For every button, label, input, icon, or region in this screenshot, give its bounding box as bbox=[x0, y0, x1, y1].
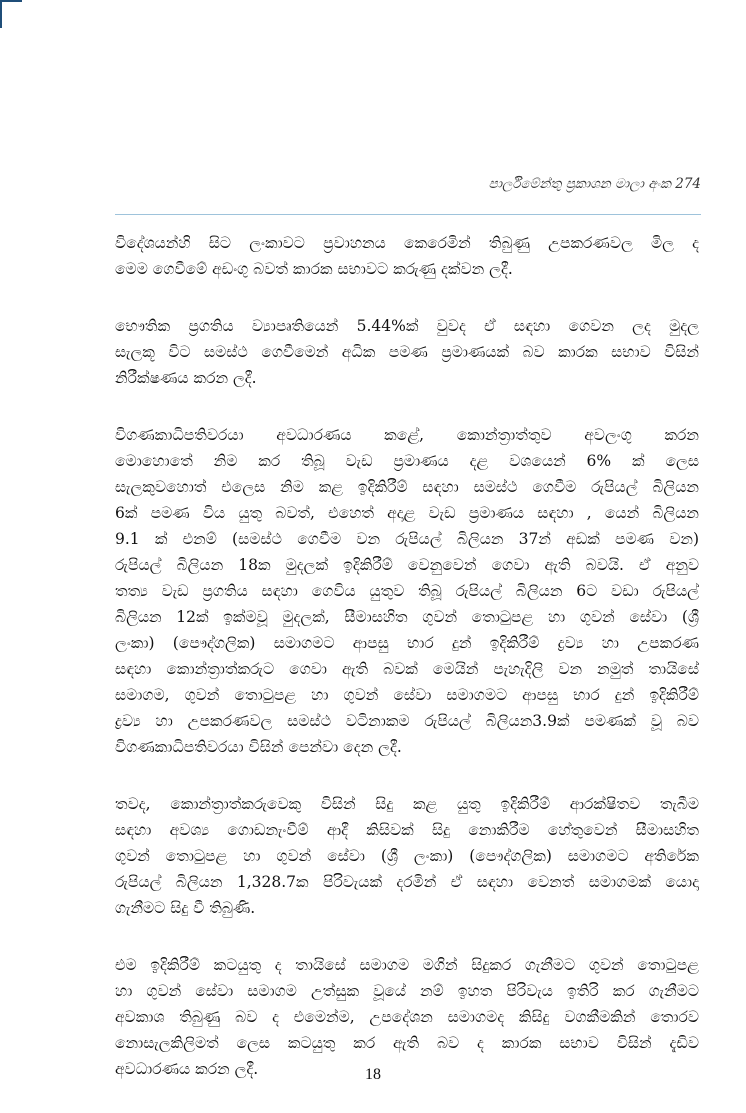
text-line: මෙම ගෙවීමේ අඩංගු බවත් කාරක සභාවට කරුණු දක්වන ලදී. bbox=[115, 260, 513, 278]
text-line: තත්‍ය වැඩ ප්‍රගතිය සඳහා ගෙවිය යුතුව තිබූ රුපියල් බිලියන 6ට වඩා රුපියල් bbox=[115, 582, 699, 600]
header-divider bbox=[115, 214, 701, 215]
text-line: 9.1 ක් එනම් (සමස්ථ ගෙවීම වන රුපියල් බිලියන 37න් අඩක් පමණ වන) bbox=[115, 530, 699, 548]
text-line: සඳහා කොන්ත්‍රාත්කරුට ගෙවා ඇති බවක් මෙයින් පැහැදිලි වන නමුත් තායිසේ bbox=[115, 660, 699, 678]
text-line: එම ඉදිකිරීම් කටයුතු ද තායිසේ සමාගම මගින් සිදුකර ගැනීමට ගුවන් තොටුපළ bbox=[115, 956, 699, 974]
text-line: ලංකා) (පෞද්ගලික) සමාගමට ආපසු භාර දුන් ඉදිකිරීම් ද්‍රව්‍ය හා උපකරණ bbox=[115, 634, 699, 652]
paragraph bbox=[115, 952, 699, 1082]
text-line: අවධාරණය කරන ලදී. bbox=[115, 1060, 259, 1078]
text-line: හා ගුවන් සේවා සමාගම උත්සුක වූයේ නම් ඉහත පිරිවැය ඉතිරි කර ගැනීමට bbox=[115, 982, 699, 1000]
text-line: 6ක් පමණ විය යුතු බවත්, එහෙත් අදාළ වැඩ ප්‍රමාණය සඳහා , යෙන් බිලියන bbox=[115, 504, 699, 522]
text-line: භෞතික ප්‍රගතිය ව්‍යාපෘතියෙන් 5.44%ක් වුවද ඒ සඳහා ගෙවන ලද මුදල bbox=[115, 317, 699, 335]
text-line: සඳහා අවශ්‍ය ගොඩනැංවීම් ආදී කිසිවක් සිදු නොකිරීම හේතුවෙන් සීමාසහිත bbox=[115, 821, 699, 839]
text-line: සැලකුවහොත් එලෙස නිම කළ ඉදිකිරීම් සඳහා සමස්ථ ගෙවීම රුපියල් බිලියන bbox=[115, 478, 699, 496]
text-line: රුපියල් බිලියන 18ක මුදලක් ඉදිකිරීම් වෙනුවෙන් ගෙවා ඇති බවයි. ඒ අනුව bbox=[115, 556, 699, 574]
text-line: නොසැලකිලිමත් ලෙස කටයුතු කර ඇති බව ද කාරක සභාව විසින් දැඩිව bbox=[115, 1034, 699, 1052]
page-corner-mark bbox=[0, 0, 22, 28]
text-line: ගැනීමට සිදු වී තිබුණි. bbox=[115, 899, 256, 917]
text-line: තවද, කොන්ත්‍රාත්කරුවෙකු විසින් සිදු කළ යුතු ඉදිකිරීම් ආරක්ෂිතව තැබීම bbox=[115, 795, 699, 813]
running-header: පාර්ලිමේන්තු ප්‍රකාශන මාලා අංක 274 bbox=[488, 176, 701, 192]
text-line: නිරීක්ෂණය කරන ලදී. bbox=[115, 369, 257, 387]
text-line: ද්‍රව්‍ය හා උපකරණවල සමස්ථ වටිනාකම රුපියල් බිලියන3.9ක් පමණක් වූ බව bbox=[115, 712, 699, 730]
paragraph bbox=[115, 313, 699, 391]
text-line: අවකාශ තිබුණු බව ද එමෙන්ම, උපදේශන සමාගමද කිසිදු වගකීමකින් තොරව bbox=[115, 1008, 699, 1026]
paragraph bbox=[115, 791, 699, 921]
text-line: සැලකූ විට සමස්ථ ගෙවීමෙන් අධික පමණ ප්‍රමාණයක් බව කාරක සභාව විසින් bbox=[115, 343, 699, 361]
text-line: බිලියන 12ක් ඉක්මවූ මුදලක්, සීමාසහිත ගුවන් තොටුපළ හා ගුවන් සේවා (ශ්‍රී bbox=[115, 608, 699, 626]
page-number: 18 bbox=[365, 1066, 381, 1083]
text-line: ගුවන් තොටුපළ හා ගුවන් සේවා (ශ්‍රී ලංකා) (පෞද්ගලික) සමාගමට අතිරේක bbox=[115, 847, 699, 865]
text-line: සමාගම, ගුවන් තොටුපළ හා ගුවන් සේවා සමාගමට ආපසු භාර දුන් ඉදිකිරීම් bbox=[115, 686, 699, 704]
text-line: මොහොතේ නිම කර තිබූ වැඩ ප්‍රමාණය දළ වශයෙන් 6% ක් ලෙස bbox=[115, 452, 699, 470]
text-line: විදේශයන්හි සිට ලංකාවට ප්‍රවාහනය කෙරෙමින් තිබුණු උපකරණවල මිල ද bbox=[115, 234, 699, 252]
text-line: රුපියල් බිලියන 1,328.7ක පිරිවැයක් දරමින් ඒ සඳහා වෙනත් සමාගමක් යොදා bbox=[115, 873, 699, 891]
body-text bbox=[115, 230, 699, 1113]
text-line: විගණකාධිපතිවරයා අවධාරණය කළේ, කොන්ත්‍රාත්තුව අවලංගු කරන bbox=[115, 426, 699, 444]
paragraph bbox=[115, 230, 699, 282]
text-line: විගණකාධිපතිවරයා විසින් පෙන්වා දෙන ලදී. bbox=[115, 738, 402, 756]
paragraph bbox=[115, 422, 699, 760]
